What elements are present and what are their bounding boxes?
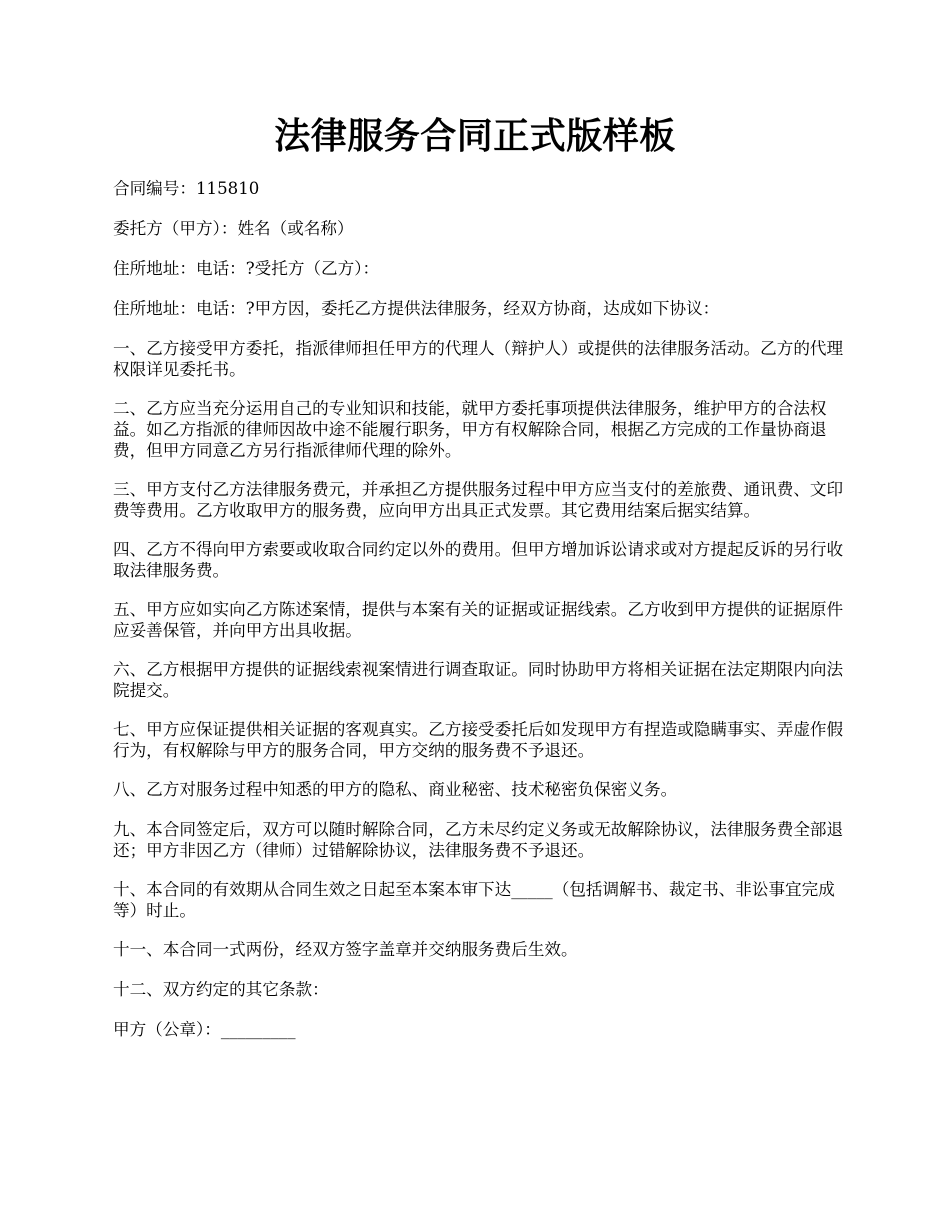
clause-12: 十二、双方约定的其它条款： <box>113 980 329 999</box>
agent-address-and-preamble: 住所地址：电话：?甲方因，委托乙方提供法律服务，经双方协商，达成如下协议： <box>113 299 720 318</box>
clause-11: 十一、本合同一式两份，经双方签字盖章并交纳服务费后生效。 <box>113 940 578 959</box>
clause-4: 四、乙方不得向甲方索要或收取合同约定以外的费用。但甲方增加诉讼请求或对方提起反诉的另行收取法律服务费。 <box>113 540 844 580</box>
clause-8: 八、乙方对服务过程中知悉的甲方的隐私、商业秘密、技术秘密负保密义务。 <box>113 780 678 799</box>
clause-2: 二、乙方应当充分运用自己的专业知识和技能，就甲方委托事项提供法律服务，维护甲方的合法权益。如乙方指派的律师因故中途不能履行职务，甲方有权解除合同，根据乙方完成的工作量协商退费，但甲方同意乙方另行指派律师代理的除外。 <box>113 399 827 460</box>
document-title: 法律服务合同正式版样板 <box>274 115 676 157</box>
clause-5: 五、甲方应如实向乙方陈述案情，提供与本案有关的证据或证据线索。乙方收到甲方提供的证据原件应妥善保管，并向甲方出具收据。 <box>113 600 844 640</box>
client-address-and-agent: 住所地址：电话：?受托方（乙方）： <box>113 259 380 278</box>
clause-1: 一、乙方接受甲方委托，指派律师担任甲方的代理人（辩护人）或提供的法律服务活动。乙方的代理权限详见委托书。 <box>113 339 844 379</box>
clause-9: 九、本合同签定后，双方可以随时解除合同，乙方未尽约定义务或无故解除协议，法律服务费全部退还；甲方非因乙方（律师）过错解除协议，法律服务费不予退还。 <box>113 820 844 860</box>
clause-10: 十、本合同的有效期从合同生效之日起至本案本审下达_____（包括调解书、裁定书、非讼事宜完成等）时止。 <box>113 880 835 920</box>
client-party: 委托方（甲方）：姓名（或名称） <box>113 219 354 238</box>
clause-6: 六、乙方根据甲方提供的证据线索视案情进行调查取证。同时协助甲方将相关证据在法定期限内向法院提交。 <box>113 660 844 700</box>
document-body <box>113 178 858 1059</box>
clause-3: 三、甲方支付乙方法律服务费元，并承担乙方提供服务过程中甲方应当支付的差旅费、通讯费、文印费等费用。乙方收取甲方的服务费，应向甲方出具正式发票。其它费用结案后据实结算。 <box>113 480 844 520</box>
party-a-signature-line: 甲方（公章）：_________ <box>113 1020 296 1039</box>
contract-number: 合同编号：115810 <box>113 179 260 198</box>
clause-7: 七、甲方应保证提供相关证据的客观真实。乙方接受委托后如发现甲方有捏造或隐瞒事实、弄虚作假行为，有权解除与甲方的服务合同，甲方交纳的服务费不予退还。 <box>113 720 844 760</box>
